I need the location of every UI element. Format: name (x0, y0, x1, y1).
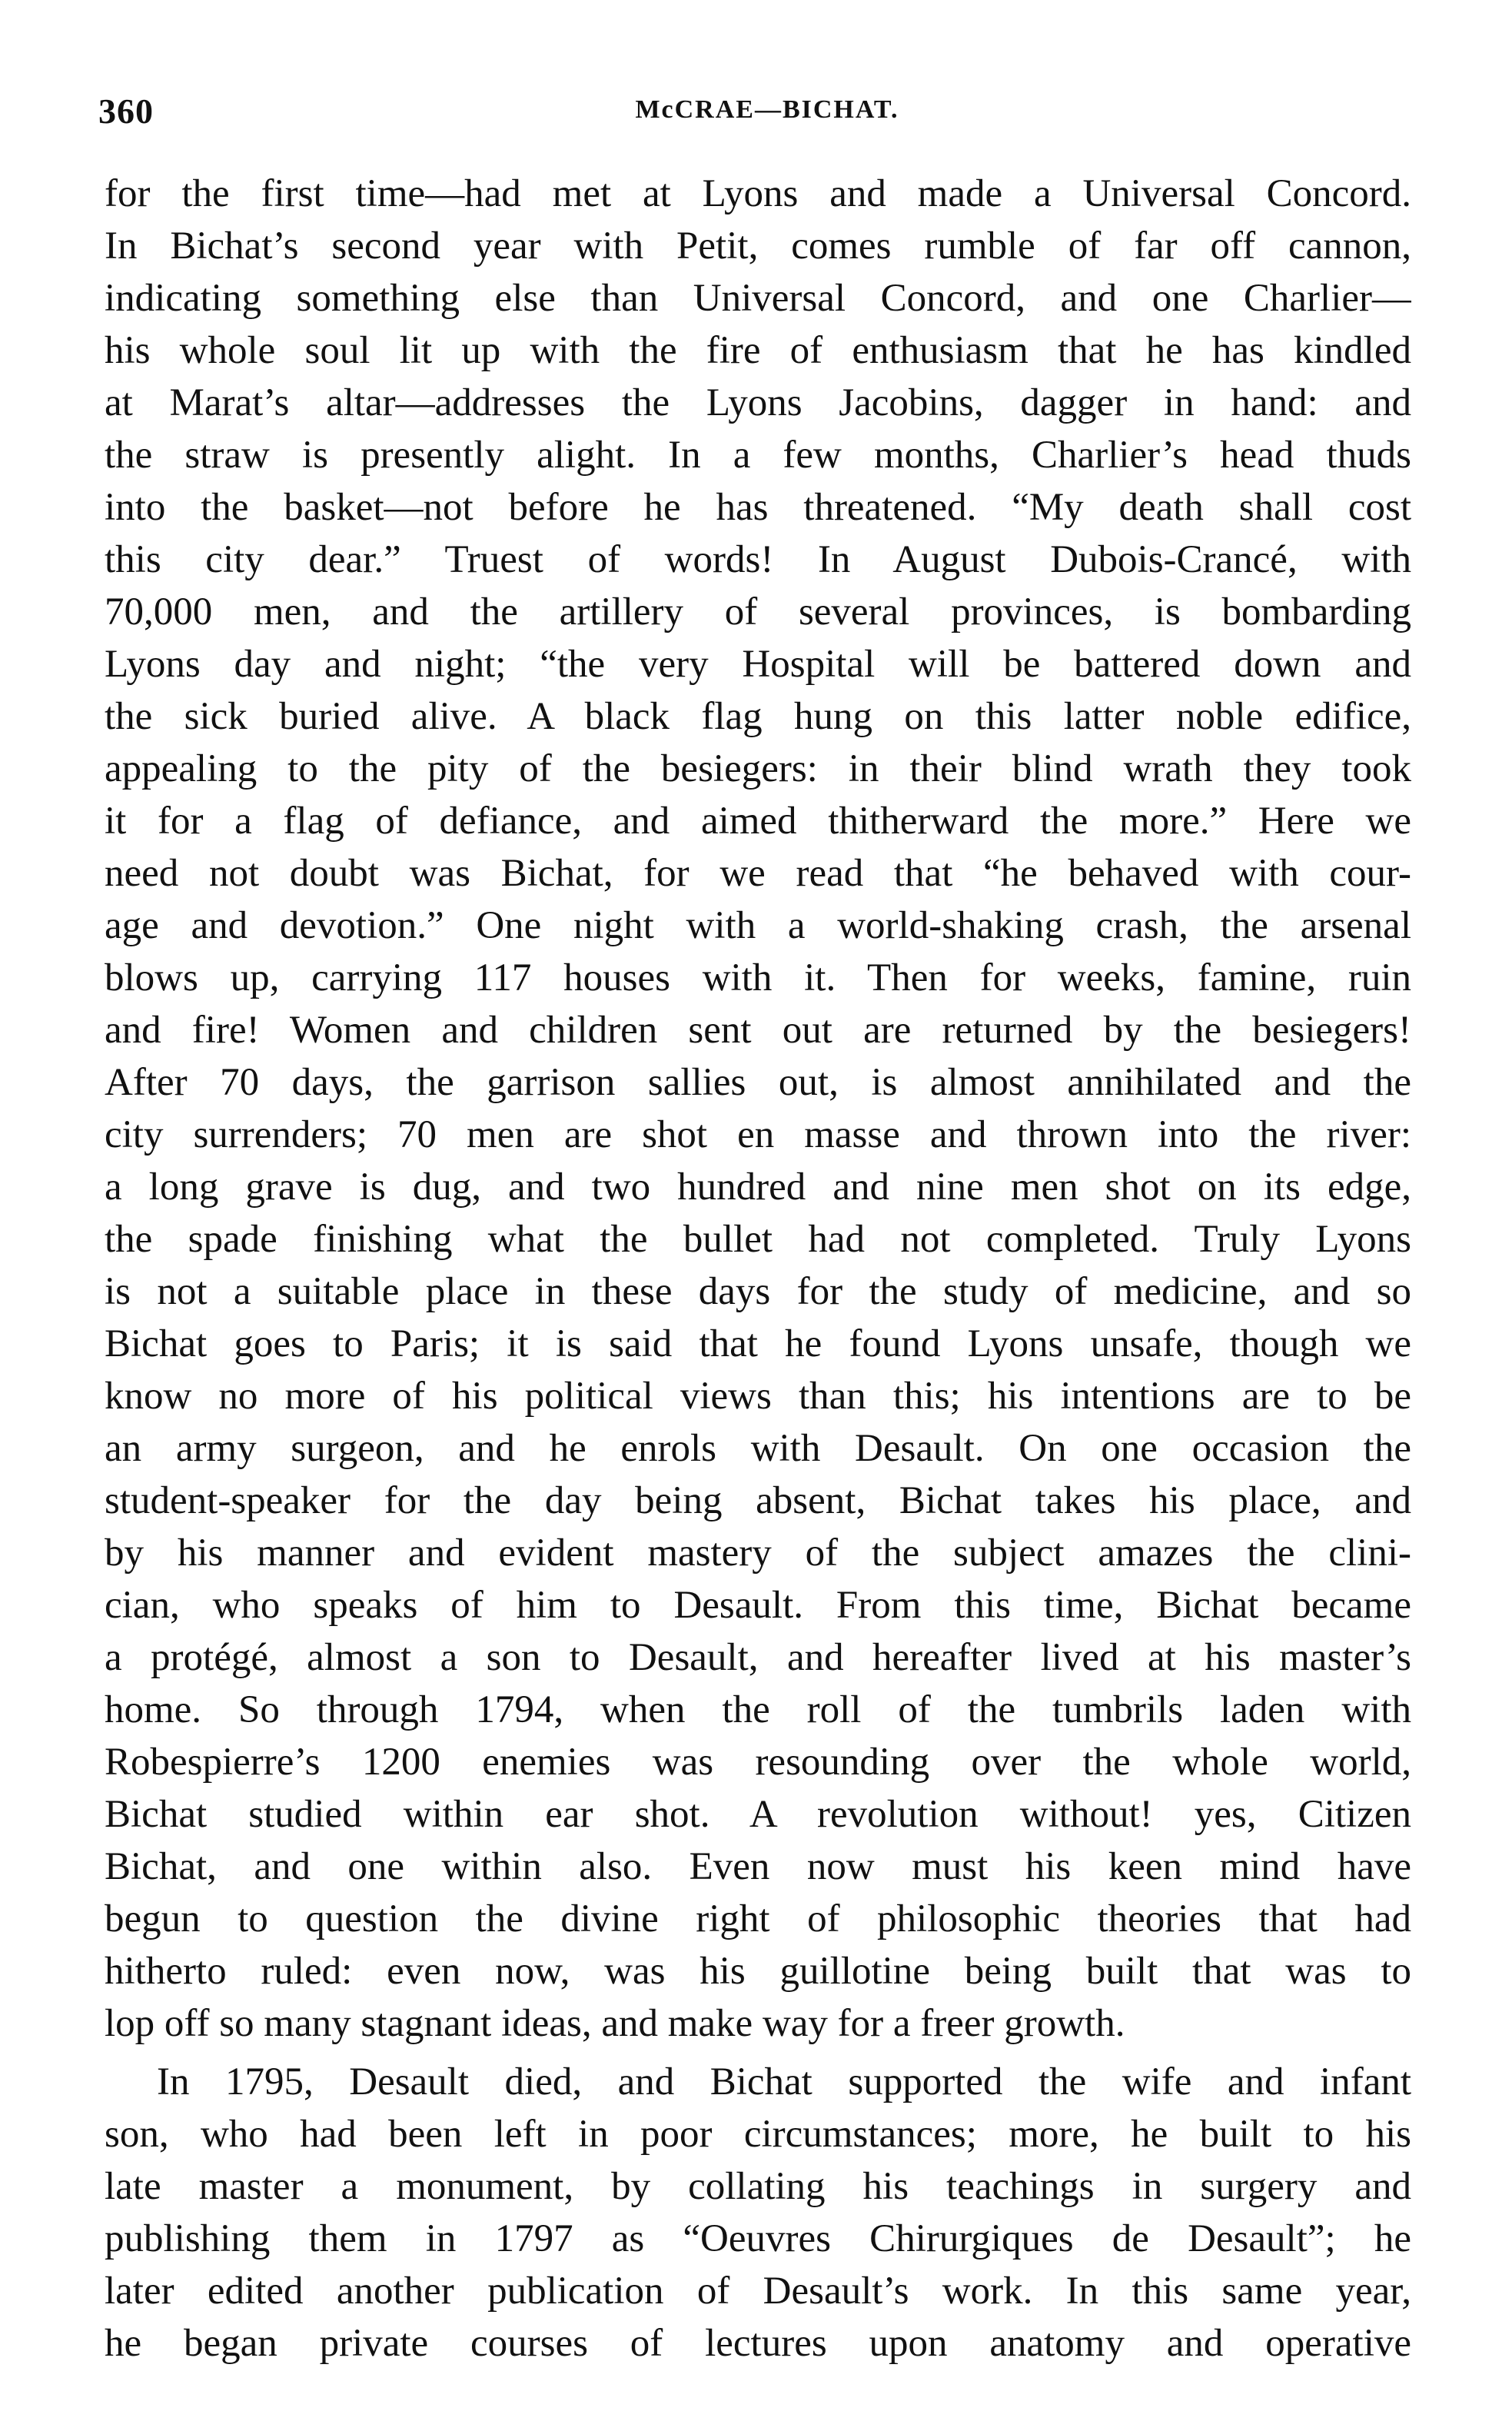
text-line: Lyons day and night; “the very Hospital will be battered down and (105, 643, 1411, 686)
text-line: know no more of his political views than this; his intentions are to be (105, 1375, 1411, 1418)
text-line: later edited another publication of Desault’s work. In this same year, (105, 2270, 1411, 2313)
paragraph-1 (105, 168, 1411, 2050)
text-line: the sick buried alive. A black flag hung on this latter noble edifice, (105, 695, 1411, 738)
paragraph-2 (105, 2056, 1411, 2369)
text-line: 70,000 men, and the artillery of several provinces, is bombarding (105, 590, 1411, 634)
text-line: a protégé, almost a son to Desault, and hereafter lived at his master’s (105, 1636, 1411, 1679)
text-line: by his manner and evident mastery of the subject amazes the clini- (105, 1531, 1411, 1575)
text-line: for the first time—had met at Lyons and made a Universal Concord. (105, 172, 1411, 215)
text-line: into the basket—not before he has threatened. “My death shall cost (105, 486, 1411, 529)
text-line: indicating something else than Universal Concord, and one Charlier— (105, 277, 1411, 320)
text-line: the straw is presently alight. In a few months, Charlier’s head thuds (105, 434, 1411, 477)
text-line: hitherto ruled: even now, was his guillotine being built that was to (105, 1950, 1411, 1993)
text-line: city surrenders; 70 men are shot en masse and thrown into the river: (105, 1113, 1411, 1156)
text-line: an army surgeon, and he enrols with Desault. On one occasion the (105, 1427, 1411, 1470)
text-line: late master a monument, by collating his teachings in surgery and (105, 2165, 1411, 2208)
text-line: this city dear.” Truest of words! In August Dubois-Crancé, with (105, 538, 1411, 581)
text-line: son, who had been left in poor circumstances; more, he built to his (105, 2113, 1411, 2156)
text-line: it for a flag of defiance, and aimed thitherward the more.” Here we (105, 800, 1411, 843)
text-line: appealing to the pity of the besiegers: in their blind wrath they took (105, 747, 1411, 790)
text-line: is not a suitable place in these days for the study of medicine, and so (105, 1270, 1411, 1313)
text-line: the spade finishing what the bullet had not completed. Truly Lyons (105, 1218, 1411, 1261)
text-line: In 1795, Desault died, and Bichat supported the wife and infant (157, 2060, 1411, 2103)
body-text (105, 168, 1411, 2369)
running-title: McCRAE—BICHAT. (635, 95, 899, 124)
text-line: age and devotion.” One night with a world-shaking crash, the arsenal (105, 904, 1411, 947)
text-line: lop off so many stagnant ideas, and make way for a freer growth. (105, 2002, 1125, 2045)
running-head (98, 91, 1436, 137)
text-line: student-speaker for the day being absent, Bichat takes his place, and (105, 1479, 1411, 1522)
text-line: he began private courses of lectures upon anatomy and operative (105, 2322, 1411, 2365)
text-line: Robespierre’s 1200 enemies was resounding over the whole world, (105, 1741, 1411, 1784)
text-line: publishing them in 1797 as “Oeuvres Chirurgiques de Desault”; he (105, 2217, 1411, 2260)
text-line: his whole soul lit up with the fire of enthusiasm that he has kindled (105, 329, 1411, 372)
page-number: 360 (98, 91, 154, 131)
text-line: After 70 days, the garrison sallies out, is almost annihilated and the (105, 1061, 1411, 1104)
text-line: a long grave is dug, and two hundred and nine men shot on its edge, (105, 1166, 1411, 1209)
text-line: at Marat’s altar—addresses the Lyons Jacobins, dagger in hand: and (105, 381, 1411, 424)
text-line: In Bichat’s second year with Petit, comes rumble of far off cannon, (105, 224, 1411, 268)
text-line: Bichat goes to Paris; it is said that he found Lyons unsafe, though we (105, 1322, 1411, 1365)
text-line: need not doubt was Bichat, for we read that “he behaved with cour- (105, 852, 1411, 895)
text-line: Bichat studied within ear shot. A revolution without! yes, Citizen (105, 1793, 1411, 1836)
text-line: and fire! Women and children sent out are returned by the besiegers! (105, 1009, 1411, 1052)
text-line: home. So through 1794, when the roll of the tumbrils laden with (105, 1688, 1411, 1731)
text-line: blows up, carrying 117 houses with it. Then for weeks, famine, ruin (105, 956, 1411, 999)
paragraph-spacer (105, 2050, 1411, 2056)
text-line: begun to question the divine right of philosophic theories that had (105, 1897, 1411, 1940)
text-line: Bichat, and one within also. Even now must his keen mind have (105, 1845, 1411, 1888)
text-line: cian, who speaks of him to Desault. From this time, Bichat became (105, 1584, 1411, 1627)
